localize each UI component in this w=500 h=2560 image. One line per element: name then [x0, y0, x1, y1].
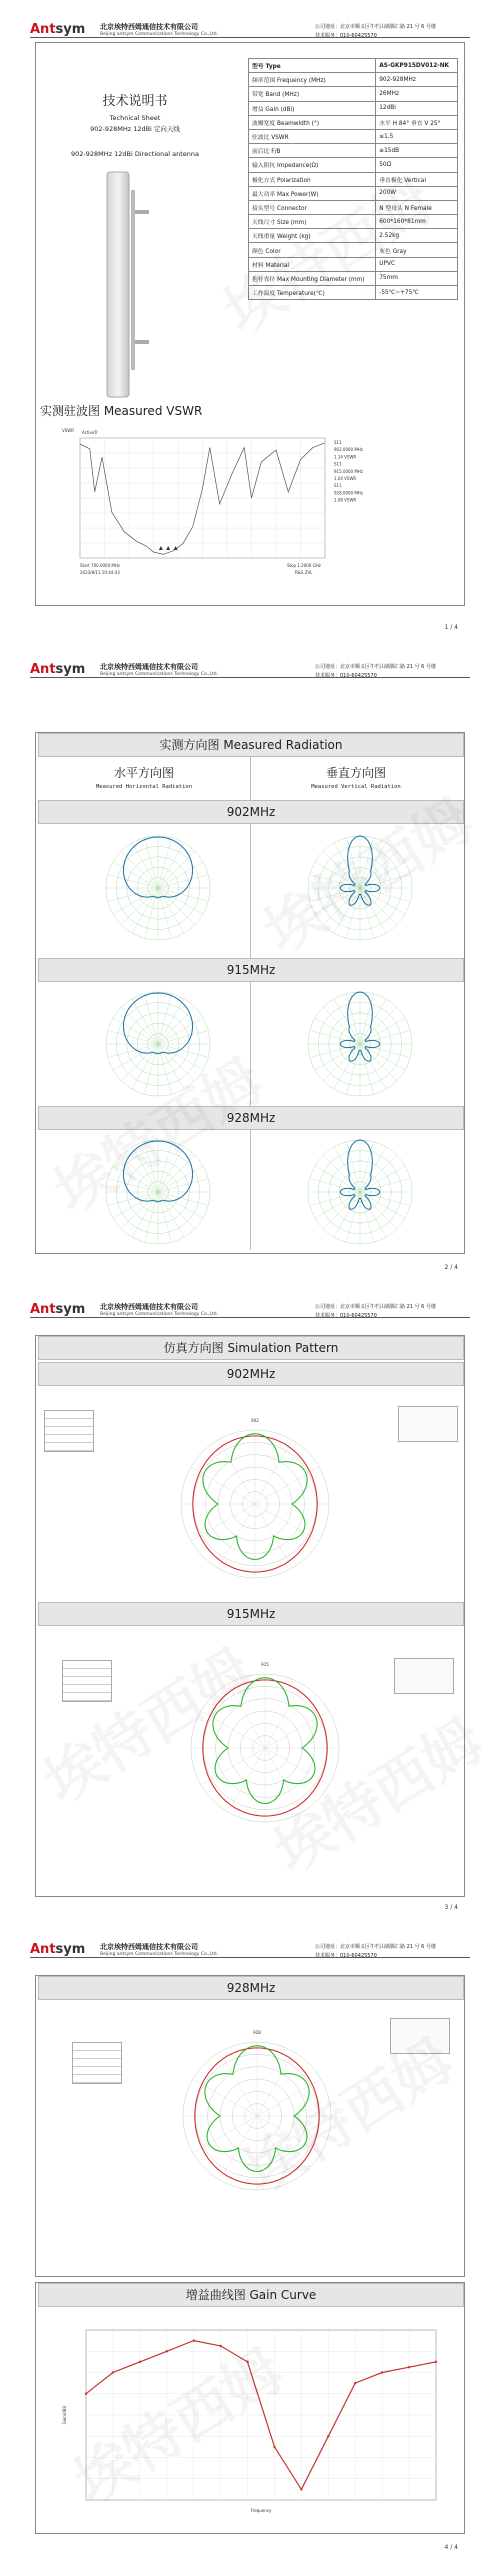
polar-spoke	[108, 875, 158, 888]
spec-label: 颜色 Color	[249, 243, 376, 257]
polar-spoke	[121, 1192, 158, 1229]
polar-spoke	[113, 862, 158, 888]
polar-spoke	[360, 994, 373, 1044]
company-name-cn: 北京埃特西姆通信技术有限公司	[100, 1303, 198, 1311]
h-pattern-915	[98, 984, 218, 1104]
spec-row	[249, 257, 458, 271]
polar-spoke	[315, 1166, 360, 1192]
polar-spoke	[360, 888, 373, 938]
spec-value: 灰色 Gray	[376, 243, 458, 257]
sim-plot-title: 915	[261, 1662, 269, 1667]
spec-label: 材料 Material	[249, 257, 376, 271]
gain-point	[381, 2371, 383, 2373]
page-3	[0, 1280, 500, 1920]
polar-spoke	[315, 1018, 360, 1044]
spec-value: 75mm	[376, 271, 458, 285]
horizontal-title: 水平方向图	[113, 766, 174, 780]
sim-spoke	[257, 2079, 321, 2116]
polar-spoke	[323, 1155, 360, 1192]
company-tel: 技术服务：010-60425570	[315, 1313, 377, 1319]
vswr-title: 实测驻波图 Measured VSWR	[40, 404, 203, 418]
vswr-start: Start 700.0000 MHz	[80, 563, 120, 568]
polar-spoke	[360, 999, 386, 1044]
polar-spoke	[108, 888, 158, 901]
vertical-subtitle: Measured Vertical Radiation	[311, 784, 401, 790]
company-name-en: Beijing antsym Communications Technology Co.,Ltd.	[100, 32, 219, 37]
gain-point	[354, 2382, 356, 2384]
spec-value: 12dBi	[376, 101, 458, 115]
polar-spoke	[360, 888, 397, 925]
company-address: 公司地址：北京市顺义区牛栏山镇腾仁路 21 号 6 号楼	[315, 1304, 436, 1310]
polar-spoke	[360, 1044, 397, 1081]
spec-row	[249, 286, 458, 300]
vertical-title: 垂直方向图	[325, 766, 386, 780]
polar-spoke	[145, 1044, 158, 1094]
polar-spoke	[334, 888, 360, 933]
spec-row	[249, 129, 458, 143]
spec-label: 极化方式 Polarization	[249, 172, 376, 186]
polar-spoke	[158, 999, 184, 1044]
polar-spoke	[121, 1044, 158, 1081]
polar-spoke	[158, 1192, 184, 1237]
vswr-marker-readout: S11	[334, 440, 342, 445]
polar-spoke	[145, 1142, 158, 1192]
polar-spoke	[360, 1147, 386, 1192]
spec-value: 50Ω	[376, 158, 458, 172]
spec-row	[249, 186, 458, 200]
polar-spoke	[108, 1179, 158, 1192]
polar-spoke	[158, 875, 208, 888]
polar-spoke	[360, 1018, 405, 1044]
company-address: 公司地址：北京市顺义区牛栏山镇腾仁路 21 号 6 号楼	[315, 24, 436, 30]
polar-spoke	[360, 1192, 386, 1237]
spec-label: 工作温度 Temperature(℃)	[249, 286, 376, 300]
polar-spoke	[158, 1044, 171, 1094]
page-number: 3 / 4	[444, 1904, 458, 1911]
polar-spoke	[113, 1044, 158, 1070]
page-4	[0, 1920, 500, 2560]
polar-spoke	[323, 888, 360, 925]
gain-point	[166, 2350, 168, 2352]
polar-spoke	[158, 888, 184, 933]
polar-spoke	[108, 1192, 158, 1205]
polar-spoke	[158, 1192, 171, 1242]
polar-spoke	[323, 1192, 360, 1229]
gain-point	[327, 2435, 329, 2437]
antenna-image	[95, 170, 165, 400]
polar-spoke	[113, 1166, 158, 1192]
header-divider	[30, 1957, 470, 1958]
page-1	[0, 0, 500, 640]
spec-row	[249, 200, 458, 214]
polar-spoke	[158, 838, 171, 888]
polar-spoke	[158, 1142, 171, 1192]
datasheet-subtitle-en: Technical Sheet	[109, 114, 161, 122]
spec-value: 200W	[376, 186, 458, 200]
polar-spoke	[360, 1192, 405, 1218]
spec-row	[249, 144, 458, 158]
sim-plot-title: 902	[251, 1418, 259, 1423]
spec-row	[249, 215, 458, 229]
page-header	[30, 662, 470, 686]
gain-ylabel: Gain(dBi)	[62, 2405, 67, 2425]
spec-label: 天线重量 Weight (kg)	[249, 229, 376, 243]
vswr-marker-readout: S11	[334, 461, 342, 467]
vswr-date: 2023/8/11 10:44:43	[80, 570, 120, 575]
spec-label: 驻波比 VSWR	[249, 129, 376, 143]
polar-spoke	[158, 1192, 195, 1229]
gain-point	[219, 2345, 221, 2347]
sim-legend-box	[390, 2018, 450, 2054]
polar-spoke	[360, 1166, 405, 1192]
radiation-title: 实测方向图 Measured Radiation	[38, 733, 464, 757]
gain-point	[408, 2366, 410, 2368]
spec-label: 接头型号 Connector	[249, 200, 376, 214]
polar-spoke	[113, 888, 158, 914]
vswr-marker-readout: 1.04 VSWR	[334, 476, 357, 481]
spec-row	[249, 243, 458, 257]
polar-spoke	[158, 1166, 203, 1192]
sim-legend-box	[398, 1406, 458, 1442]
polar-spoke	[158, 888, 203, 914]
gain-point	[246, 2361, 248, 2363]
polar-spoke	[360, 1044, 405, 1070]
sim-spoke	[255, 1467, 319, 1504]
gain-point	[273, 2446, 275, 2448]
polar-spoke	[360, 1155, 397, 1192]
company-logo: Antsym	[30, 1942, 86, 1957]
polar-spoke	[158, 888, 171, 938]
sim-spoke	[255, 1440, 292, 1504]
freq-bar-902: 902MHz	[38, 800, 464, 824]
sim-spoke	[191, 1467, 255, 1504]
vswr-marker-readout: 928.0000 MHz	[334, 490, 363, 496]
sim-pattern-928	[172, 2028, 342, 2198]
polar-spoke	[360, 1044, 386, 1089]
polar-spoke	[132, 1192, 158, 1237]
spec-row	[249, 87, 458, 101]
polar-spoke	[347, 888, 360, 938]
polar-spoke	[145, 888, 158, 938]
polar-spoke	[315, 1044, 360, 1070]
spec-row	[249, 73, 458, 87]
horizontal-subtitle: Measured Horizontal Radiation	[95, 784, 193, 790]
polar-spoke	[121, 888, 158, 925]
polar-spoke	[360, 1044, 373, 1094]
gain-point	[112, 2371, 114, 2373]
sim-freq-bar-915: 915MHz	[38, 1602, 464, 1626]
spec-value: ≤1.5	[376, 129, 458, 143]
spec-value: 902-928MHz	[376, 73, 458, 87]
polar-spoke	[315, 862, 360, 888]
page-header	[30, 1302, 470, 1326]
simulation-title: 仿真方向图 Simulation Pattern	[38, 1336, 464, 1360]
page-number: 1 / 4	[444, 624, 458, 631]
page-2	[0, 640, 500, 1280]
company-address: 公司地址：北京市顺义区牛栏山镇腾仁路 21 号 6 号楼	[315, 1944, 436, 1950]
sim-spoke	[193, 2116, 257, 2153]
vswr-marker-readout: S11	[334, 483, 342, 489]
polar-spoke	[360, 1142, 373, 1192]
gain-point	[435, 2361, 437, 2363]
sim-spoke	[201, 1748, 265, 1785]
sim-spoke	[220, 2052, 257, 2116]
gain-point	[85, 2393, 87, 2395]
company-name-cn: 北京埃特西姆通信技术有限公司	[100, 23, 198, 31]
spec-value: 26MHz	[376, 87, 458, 101]
polar-spoke	[158, 1192, 208, 1205]
spec-label: 前后比 F/B	[249, 144, 376, 158]
v-pattern-902	[300, 828, 420, 948]
spec-value: 垂直极化 Vertical	[376, 172, 458, 186]
polar-spoke	[315, 1192, 360, 1218]
sim-legend-table	[62, 1660, 112, 1702]
sim-freq-bar-902: 902MHz	[38, 1362, 464, 1386]
company-name-cn: 北京埃特西姆通信技术有限公司	[100, 1943, 198, 1951]
polar-spoke	[132, 1044, 158, 1089]
sim-spoke	[201, 1711, 265, 1748]
sim-pattern-915	[180, 1660, 350, 1830]
polar-spoke	[113, 1018, 158, 1044]
company-logo: Antsym	[30, 662, 86, 677]
polar-spoke	[360, 888, 386, 933]
spec-row	[249, 229, 458, 243]
header-divider	[30, 1317, 470, 1318]
polar-spoke	[347, 838, 360, 888]
polar-spoke	[158, 1044, 203, 1070]
spec-value: 2.52kg	[376, 229, 458, 243]
header-divider	[30, 677, 470, 678]
sim-spoke	[228, 1684, 265, 1748]
v-pattern-915	[300, 984, 420, 1104]
polar-spoke	[145, 1192, 158, 1242]
sim-spoke	[265, 1684, 302, 1748]
spec-value: AS-GKP915DV012-NK	[376, 59, 458, 73]
page-number: 4 / 4	[444, 2544, 458, 2551]
vswr-trace-label: VSWR	[62, 428, 75, 433]
vswr-active-label: ActiveTr	[82, 430, 98, 435]
company-name-en: Beijing antsym Communications Technology Co.,Ltd.	[100, 672, 219, 677]
polar-spoke	[347, 1044, 360, 1094]
sim-legend-box	[394, 1658, 454, 1694]
vswr-chart	[62, 424, 412, 594]
spec-label: 频率范围 Frequency (MHz)	[249, 73, 376, 87]
vswr-marker-readout: 1.14 VSWR	[334, 454, 357, 460]
polar-spoke	[158, 1044, 184, 1089]
datasheet-subtitle-desc: 902-928MHz 12dBi Directional antenna	[71, 150, 199, 158]
sim-legend-table	[44, 1410, 94, 1452]
spec-row	[249, 172, 458, 186]
polar-spoke	[360, 1192, 397, 1229]
company-name-en: Beijing antsym Communications Technology Co.,Ltd.	[100, 1312, 219, 1317]
header-divider	[30, 37, 470, 38]
spec-label: 天线尺寸 Size (mm)	[249, 215, 376, 229]
sim-spoke	[257, 2116, 321, 2153]
polar-spoke	[360, 862, 405, 888]
polar-spoke	[158, 888, 195, 925]
sim-legend-table	[72, 2042, 122, 2084]
sim-spoke	[193, 2079, 257, 2116]
company-name-cn: 北京埃特西姆通信技术有限公司	[100, 663, 198, 671]
sim-spoke	[257, 2052, 294, 2116]
polar-spoke	[323, 1044, 360, 1081]
spec-row	[249, 271, 458, 285]
polar-spoke	[158, 994, 171, 1044]
sim-pattern-902	[170, 1416, 340, 1586]
polar-spoke	[360, 851, 397, 888]
datasheet-title: 技术说明书	[102, 94, 168, 109]
spec-table	[248, 58, 458, 300]
polar-spoke	[334, 1192, 360, 1237]
spec-label: 输入阻抗 Impedance(Ω)	[249, 158, 376, 172]
polar-spoke	[158, 843, 184, 888]
polar-spoke	[108, 1044, 158, 1057]
company-name-en: Beijing antsym Communications Technology Co.,Ltd.	[100, 1952, 219, 1957]
spec-label: 最大功率 Max Power(W)	[249, 186, 376, 200]
polar-spoke	[113, 1192, 158, 1218]
spec-row	[249, 101, 458, 115]
spec-value: 600*160*81mm	[376, 215, 458, 229]
company-address: 公司地址：北京市顺义区牛栏山镇腾仁路 21 号 6 号楼	[315, 664, 436, 670]
vswr-stop: Stop 1.2000 GHz	[287, 563, 321, 568]
gain-xlabel: Frequency	[250, 2508, 272, 2513]
spec-value: 水平 H 84° 垂直 V 25°	[376, 115, 458, 129]
freq-bar-915: 915MHz	[38, 958, 464, 982]
polar-spoke	[158, 862, 203, 888]
sim-plot-title: 928	[253, 2030, 261, 2035]
polar-spoke	[360, 1007, 397, 1044]
sim-spoke	[218, 1440, 255, 1504]
spec-value: N 型母头 N Female	[376, 200, 458, 214]
polar-spoke	[334, 1147, 360, 1192]
polar-spoke	[323, 851, 360, 888]
polar-spoke	[145, 994, 158, 1044]
company-logo: Antsym	[30, 22, 86, 37]
polar-spoke	[347, 994, 360, 1044]
sim-spoke	[255, 1504, 319, 1541]
polar-spoke	[158, 1031, 208, 1044]
polar-spoke	[360, 843, 386, 888]
polar-spoke	[360, 838, 373, 888]
gain-title: 增益曲线图 Gain Curve	[38, 2283, 464, 2307]
polar-spoke	[334, 999, 360, 1044]
polar-spoke	[158, 1018, 203, 1044]
polar-spoke	[360, 888, 405, 914]
page-header	[30, 1942, 470, 1966]
spec-value: -55℃~+75℃	[376, 286, 458, 300]
polar-spoke	[158, 1147, 184, 1192]
vswr-marker-readout: 902.0000 MHz	[334, 447, 363, 453]
sim-spoke	[191, 1504, 255, 1541]
spec-label: 带宽 Band (MHz)	[249, 87, 376, 101]
sim-spoke	[265, 1711, 329, 1748]
polar-spoke	[158, 888, 208, 901]
page-number: 2 / 4	[444, 1264, 458, 1271]
polar-spoke	[158, 1044, 208, 1057]
polar-spoke	[158, 1179, 208, 1192]
polar-spoke	[108, 1031, 158, 1044]
polar-spoke	[323, 1007, 360, 1044]
gain-point	[139, 2361, 141, 2363]
company-tel: 技术服务：010-60425570	[315, 33, 377, 39]
spec-value: UPVC	[376, 257, 458, 271]
polar-spoke	[347, 1192, 360, 1242]
polar-spoke	[132, 999, 158, 1044]
polar-spoke	[334, 1044, 360, 1089]
h-pattern-928	[98, 1132, 218, 1252]
vswr-marker-readout: 915.0000 MHz	[334, 468, 363, 474]
polar-spoke	[360, 1192, 373, 1242]
polar-spoke	[334, 843, 360, 888]
spec-label: 型号 Type	[249, 59, 376, 73]
datasheet-subtitle-cn: 902-928MHz 12dBi 定向天线	[90, 125, 180, 133]
h-pattern-902	[98, 828, 218, 948]
company-logo: Antsym	[30, 1302, 86, 1317]
spec-label: 波瓣宽度 Beamwidth (°)	[249, 115, 376, 129]
spec-row	[249, 158, 458, 172]
spec-label: 抱杆直径 Max Mounting Diameter (mm)	[249, 271, 376, 285]
sim-freq-bar-928: 928MHz	[38, 1976, 464, 2000]
spec-value: ≥15dB	[376, 144, 458, 158]
spec-label: 增益 Gain (dBi)	[249, 101, 376, 115]
polar-spoke	[132, 843, 158, 888]
gain-point	[192, 2339, 194, 2341]
polar-spoke	[145, 838, 158, 888]
spec-row	[249, 115, 458, 129]
polar-spoke	[132, 1147, 158, 1192]
company-tel: 技术服务：010-60425570	[315, 673, 377, 679]
spec-row	[249, 59, 458, 73]
freq-bar-928: 928MHz	[38, 1106, 464, 1130]
sim-spoke	[265, 1748, 329, 1785]
polar-spoke	[315, 888, 360, 914]
gain-chart	[60, 2320, 450, 2520]
polar-spoke	[132, 888, 158, 933]
gain-point	[300, 2488, 302, 2490]
v-pattern-928	[300, 1132, 420, 1252]
column-divider	[250, 756, 251, 1250]
polar-spoke	[347, 1142, 360, 1192]
polar-spoke	[158, 1044, 195, 1081]
vswr-mode: R&S ZVL	[295, 570, 313, 575]
polar-spoke	[158, 1192, 203, 1218]
vswr-marker-readout: 1.08 VSWR	[334, 497, 357, 503]
company-tel: 技术服务：010-60425570	[315, 1953, 377, 1959]
